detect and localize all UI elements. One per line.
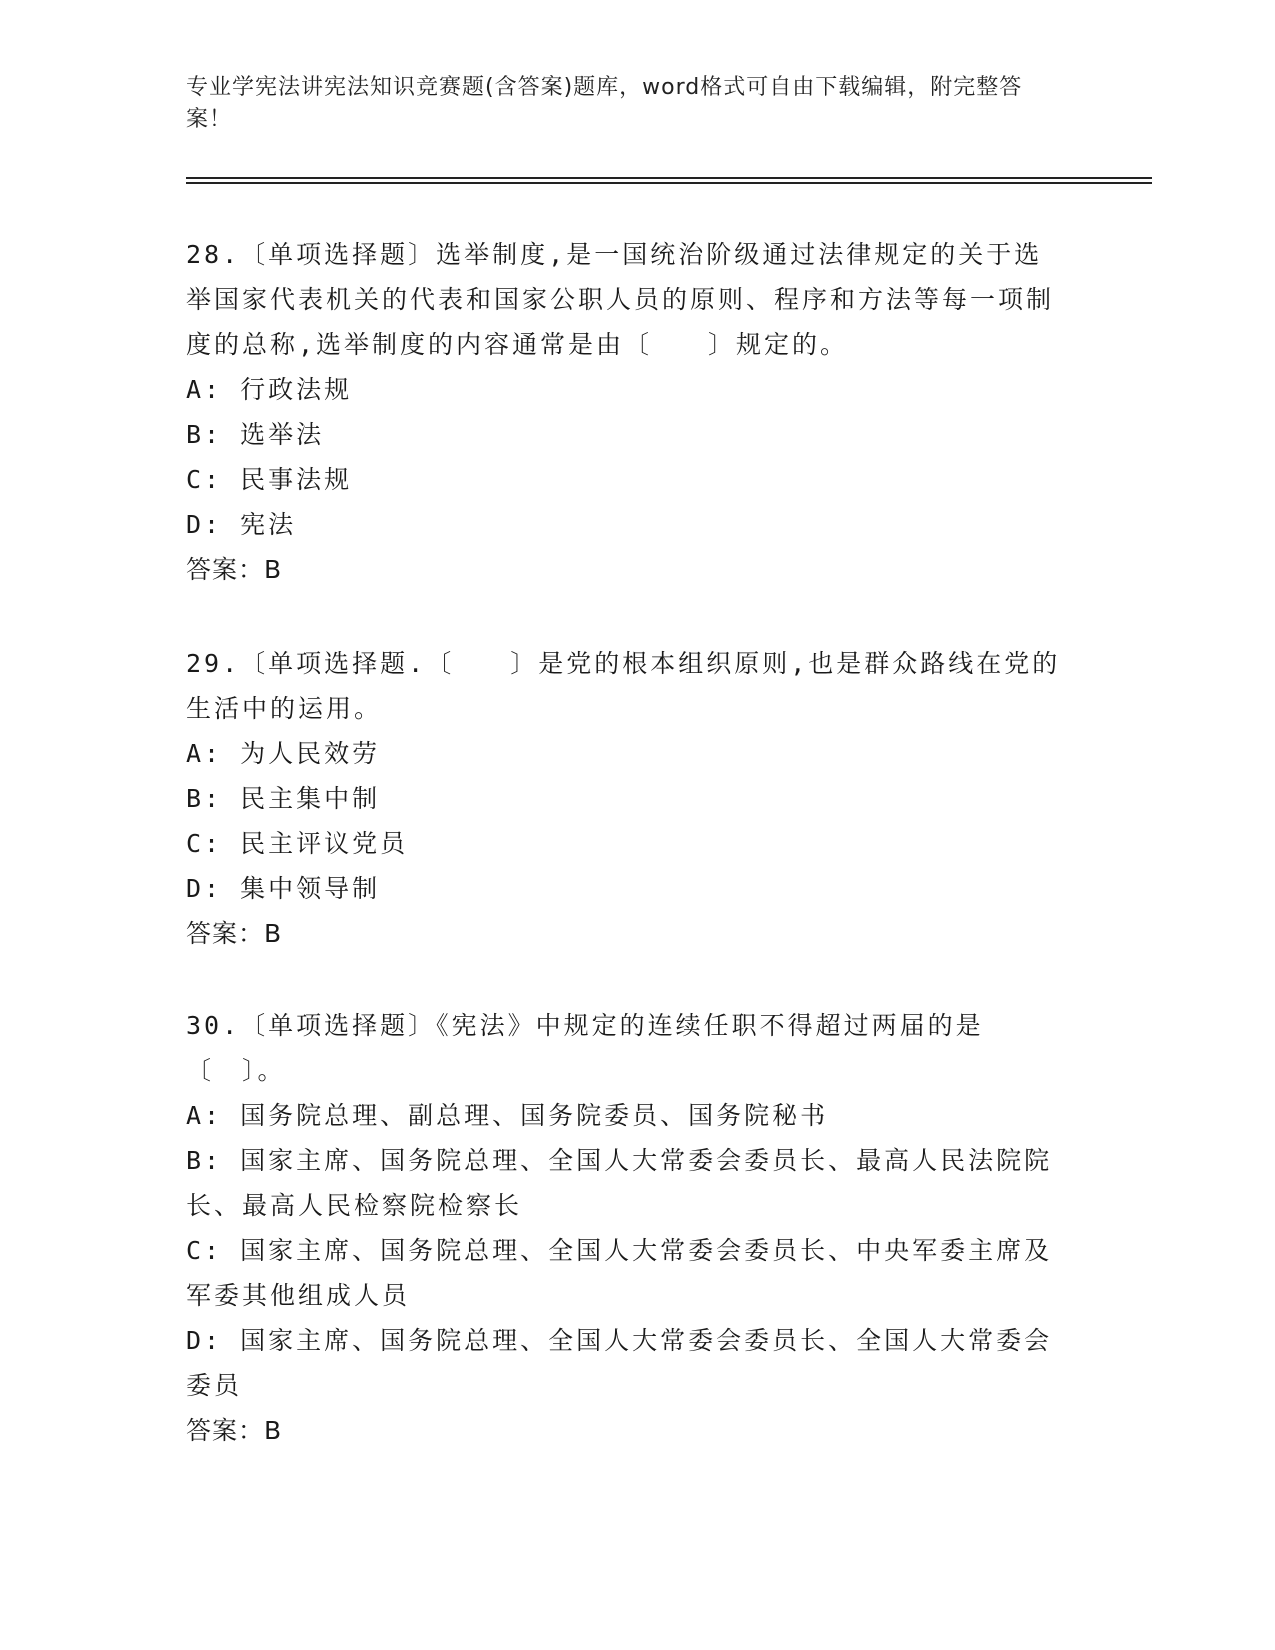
header-divider-top	[186, 177, 1152, 179]
option-b: B: 选举法	[186, 420, 325, 449]
header-divider-bottom	[186, 182, 1152, 184]
option-c: C: 国家主席、国务院总理、全国人大常委会委员长、中央军委主席及军委其他组成人员	[186, 1236, 1053, 1310]
question-stem: 29.〔单项选择题.〔 〕是党的根本组织原则,也是群众路线在党的生活中的运用。	[186, 649, 1061, 723]
option-d: D: 宪法	[186, 510, 297, 539]
question-28	[186, 232, 1066, 592]
option-b: B: 国家主席、国务院总理、全国人大常委会委员长、最高人民法院院长、最高人民检察院检察长	[186, 1146, 1053, 1220]
option-a: A: 国务院总理、副总理、国务院委员、国务院秘书	[186, 1101, 829, 1130]
question-29	[186, 641, 1066, 956]
option-b: B: 民主集中制	[186, 784, 381, 813]
option-c: C: 民事法规	[186, 465, 353, 494]
answer: 答案：B	[186, 1416, 283, 1445]
document-header: 专业学宪法讲宪法知识竞赛题(含答案)题库，word格式可自由下载编辑，附完整答案！	[186, 75, 1023, 132]
answer: 答案：B	[186, 555, 283, 584]
option-a: A: 为人民效劳	[186, 739, 381, 768]
option-a: A: 行政法规	[186, 375, 353, 404]
option-c: C: 民主评议党员	[186, 829, 409, 858]
question-stem: 28.〔单项选择题〕选举制度,是一国统治阶级通过法律规定的关于选举国家代表机关的代表和国家公职人员的原则、程序和方法等每一项制度的总称,选举制度的内容通常是由〔 〕规定的。	[186, 240, 1055, 359]
question-stem: 30.〔单项选择题〕《宪法》中规定的连续任职不得超过两届的是〔 〕。	[186, 1011, 984, 1085]
answer: 答案：B	[186, 919, 283, 948]
option-d: D: 国家主席、国务院总理、全国人大常委会委员长、全国人大常委会委员	[186, 1326, 1053, 1400]
option-d: D: 集中领导制	[186, 874, 381, 903]
question-30	[186, 1003, 1066, 1453]
